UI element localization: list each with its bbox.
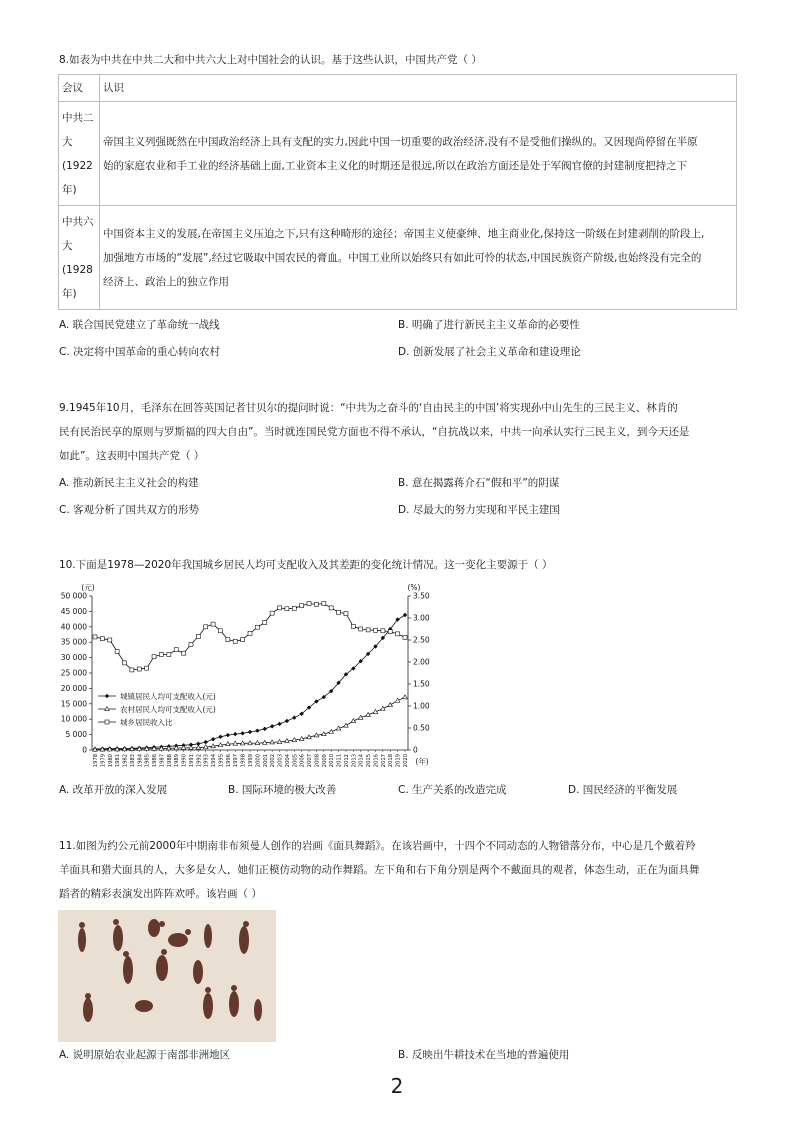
x-tick-label: 2003	[277, 754, 284, 768]
q11-stem	[59, 834, 739, 906]
y-tick-label-left: 5 000	[65, 730, 87, 740]
data-point-ratio	[204, 625, 208, 629]
data-point-ratio	[167, 653, 171, 657]
data-point-ratio	[241, 638, 245, 642]
stem-line: 如此”。这表明中国共产党（ ）	[59, 450, 205, 462]
q11-option-b[interactable]: B. 反映出牛耕技术在当地的普遍使用	[398, 1049, 570, 1061]
q9-option-d[interactable]: D. 尽最大的努力实现和平民主建国	[398, 504, 560, 516]
meeting-line: (1928	[62, 263, 93, 276]
stem-line: 9.1945年10月，毛泽东在回答英国记者甘贝尔的提问时说：“中共为之奋斗的‘自由民主的中国’将实现孙中山先生的三民主义、林肯的	[59, 402, 678, 414]
y-tick-label-left: 50 000	[60, 591, 87, 601]
data-point-ratio	[314, 602, 318, 606]
data-point-rural	[144, 746, 149, 750]
table-cell-text	[100, 206, 737, 310]
q8-option-c[interactable]: C. 决定将中国革命的重心转向农村	[59, 346, 221, 358]
data-point-ratio	[351, 624, 355, 628]
stem-line: 民有民治民享的原则与罗斯福的四大自由”。当时就连国民党方面也不得不承认，“自抗战以来，中共一向承认实行三民主义，到今天还是	[59, 426, 690, 438]
data-point-ratio	[278, 606, 282, 610]
data-point-urban	[277, 722, 281, 726]
data-point-urban	[204, 740, 208, 744]
data-point-ratio	[344, 612, 348, 616]
table-cell-meeting	[59, 206, 100, 310]
data-point-ratio	[174, 648, 178, 652]
data-point-ratio	[292, 606, 296, 610]
legend-marker-urban	[105, 694, 109, 698]
meeting-line: 中共六	[62, 215, 94, 228]
data-point-ratio	[115, 649, 119, 653]
q9-option-b[interactable]: B. 意在揭露蒋介石“假和平”的阴谋	[398, 477, 560, 489]
x-tick-label: 1991	[188, 754, 195, 768]
q8-option-b[interactable]: B. 明确了进行新民主主义革命的必要性	[398, 319, 580, 331]
y-tick-label-left: 20 000	[60, 683, 87, 693]
y-tick-label-left: 15 000	[60, 699, 87, 709]
data-point-ratio	[388, 630, 392, 634]
data-point-urban	[292, 715, 296, 719]
y-tick-label-left: 25 000	[60, 668, 87, 678]
q8-option-d[interactable]: D. 创新发展了社会主义革命和建设理论	[398, 346, 581, 358]
x-tick-label: 1999	[248, 754, 254, 768]
data-point-ratio	[322, 601, 326, 605]
x-tick-label: 1986	[152, 754, 159, 768]
x-tick-label: 1996	[225, 754, 232, 768]
meeting-line: 大	[62, 239, 73, 252]
x-tick-label: 2018	[388, 754, 395, 768]
x-tick-label: 1980	[107, 754, 114, 768]
x-tick-label: 2017	[380, 754, 387, 768]
x-tick-label: 1988	[166, 754, 173, 768]
data-point-ratio	[100, 637, 104, 641]
q10-option-a[interactable]: A. 改革开放的深入发展	[59, 784, 168, 796]
y-tick-label-right: 3.50	[413, 591, 430, 601]
data-point-rural	[388, 703, 393, 707]
x-tick-label: 1978	[93, 754, 99, 768]
legend-label: 城镇居民人均可支配收入(元)	[120, 691, 216, 701]
data-point-urban	[240, 731, 244, 735]
y-tick-label-left: 35 000	[60, 637, 87, 647]
legend-label: 农村居民人均可支配收入(元)	[120, 704, 216, 714]
x-tick-label: 2011	[336, 754, 343, 768]
data-point-ratio	[145, 666, 149, 670]
table-cell-text	[100, 102, 737, 206]
data-point-ratio	[263, 620, 267, 624]
x-tick-label: 2012	[343, 754, 350, 768]
q9-option-c[interactable]: C. 客观分析了国共双方的形势	[59, 504, 200, 516]
right-unit-label: (%)	[407, 583, 421, 592]
table-header-row	[59, 75, 737, 102]
x-tick-label: 1995	[218, 754, 225, 768]
x-tick-label: 1985	[144, 754, 151, 768]
data-point-ratio	[159, 653, 163, 657]
table-header-content: 认识	[100, 75, 737, 102]
table-cell-meeting	[59, 102, 100, 206]
text-line: 始的家庭农业和手工业的经济基础上面,工业资本主义化的时期还是很远,所以在政治方面还是处于军阀官僚的封建制度把持之下	[103, 159, 688, 172]
y-tick-label-right: 3.00	[413, 613, 430, 623]
table-row	[59, 206, 737, 310]
x-tick-label: 2010	[329, 754, 336, 768]
x-tick-label: 1994	[211, 754, 218, 768]
y-tick-label-right: 1.50	[413, 679, 430, 689]
data-point-ratio	[270, 611, 274, 615]
x-tick-label: 2016	[373, 754, 380, 768]
data-point-ratio	[373, 628, 377, 632]
data-point-urban	[218, 735, 222, 739]
data-point-ratio	[108, 638, 112, 642]
q10-stem: 10.下面是1978—2020年我国城乡居民人均可支配收入及其差距的变化统计情况。这一变化主要源于（ ）	[59, 559, 553, 571]
x-tick-label: 1998	[240, 754, 247, 768]
data-point-urban	[270, 724, 274, 728]
x-tick-label: 2002	[270, 754, 277, 768]
rock-painting-figures	[58, 910, 276, 1042]
x-tick-label: 2007	[307, 754, 314, 768]
y-tick-label-right: 2.50	[413, 635, 430, 645]
y-tick-label-right: 1.00	[413, 701, 430, 711]
data-point-ratio	[152, 655, 156, 659]
x-tick-label: 2004	[284, 754, 291, 768]
data-point-ratio	[93, 635, 97, 639]
q9-option-a[interactable]: A. 推动新民主主义社会的构建	[59, 477, 199, 489]
data-point-ratio	[396, 632, 400, 636]
x-tick-label: 1982	[122, 754, 129, 768]
x-tick-label: 1987	[159, 754, 166, 768]
meeting-line: 年)	[62, 287, 77, 300]
data-point-ratio	[285, 607, 289, 611]
x-tick-label: 1997	[233, 754, 240, 768]
table-row	[59, 102, 737, 206]
x-tick-label: 2009	[321, 754, 328, 768]
stem-line: 羊面具和猎犬面具的人，大多是女人，她们正模仿动物的动作舞蹈。左下角和右下角分别是两个不戴面具的观者，体态生动，正在为面具舞	[59, 864, 700, 876]
y-tick-label-right: 2.00	[413, 657, 430, 667]
data-point-urban	[403, 613, 407, 617]
data-point-urban	[255, 728, 259, 732]
data-point-ratio	[300, 604, 304, 608]
data-point-ratio	[123, 661, 127, 665]
data-point-ratio	[307, 601, 311, 605]
q9-stem	[59, 396, 739, 468]
stem-line: 蹈者的精彩表演发出阵阵欢呼。该岩画（ ）	[59, 888, 262, 900]
text-line: 中国资本主义的发展,在帝国主义压迫之下,只有这种畸形的途径；帝国主义使豪绅、地主商业化,保持这一阶级在封建剥削的阶段上,	[103, 227, 705, 240]
page-number: 2	[390, 1074, 404, 1098]
text-line: 帝国主义列强既然在中国政治经济上具有支配的实力,因此中国一切重要的政治经济,没有不是受他们操纵的。又因现尚停留在半原	[103, 135, 698, 148]
data-point-urban	[263, 727, 267, 731]
legend-label: 城乡居民收入比	[120, 717, 173, 727]
data-point-ratio	[218, 629, 222, 633]
data-point-ratio	[130, 668, 134, 672]
x-tick-label: 2001	[262, 754, 269, 768]
data-point-ratio	[381, 629, 385, 633]
q8-option-a[interactable]: A. 联合国民党建立了革命统一战线	[59, 319, 220, 331]
data-point-ratio	[403, 635, 407, 639]
y-tick-label-right: 0	[413, 745, 418, 755]
q10-option-c[interactable]: C. 生产关系的改造完成	[398, 784, 507, 796]
y-tick-label-left: 30 000	[60, 653, 87, 663]
data-point-ratio	[366, 628, 370, 632]
y-tick-label-left: 0	[82, 745, 87, 755]
data-point-ratio	[248, 631, 252, 635]
y-tick-label-right: 0.50	[413, 723, 430, 733]
q10-option-d[interactable]: D. 国民经济的平衡发展	[568, 784, 678, 796]
data-point-urban	[233, 732, 237, 736]
data-point-ratio	[182, 651, 186, 655]
x-tick-label: 1984	[137, 754, 144, 768]
data-point-urban	[285, 719, 289, 723]
x-tick-label: 2019	[395, 754, 402, 768]
x-tick-label: 1990	[181, 754, 188, 768]
y-tick-label-left: 40 000	[60, 622, 87, 632]
data-point-ratio	[233, 639, 237, 643]
meeting-line: 中共二	[62, 111, 94, 124]
text-line: 经济上、政治上的独立作用	[103, 275, 229, 288]
y-tick-label-left: 45 000	[60, 606, 87, 616]
x-tick-label: 2013	[351, 754, 358, 768]
series-line	[95, 604, 405, 670]
q10-option-b[interactable]: B. 国际环境的极大改善	[228, 784, 337, 796]
data-point-urban	[248, 730, 252, 734]
x-tick-label: 1993	[203, 754, 210, 768]
data-point-ratio	[255, 625, 259, 629]
text-line: 加强地方市场的“发展”,经过它吸取中国农民的膏血。中国工业所以始终只有如此可怜的状态,中国民族资产阶级,也始终没有完全的	[103, 251, 702, 264]
data-point-rural	[344, 723, 349, 727]
data-point-ratio	[329, 606, 333, 610]
x-unit-label: (年)	[415, 757, 429, 766]
meeting-line: 年)	[62, 183, 77, 196]
meeting-line: (1922	[62, 159, 93, 172]
x-tick-label: 1983	[129, 754, 136, 768]
x-tick-label: 2008	[314, 754, 321, 768]
x-tick-label: 2020	[403, 754, 409, 768]
y-tick-label-left: 10 000	[60, 714, 87, 724]
data-point-ratio	[226, 638, 230, 642]
data-point-ratio	[359, 627, 363, 631]
data-point-urban	[211, 737, 215, 741]
x-tick-label: 1979	[100, 754, 107, 768]
table-header-meeting: 会议	[59, 75, 100, 102]
data-point-ratio	[196, 634, 200, 638]
q11-option-a[interactable]: A. 说明原始农业起源于南部非洲地区	[59, 1049, 231, 1061]
data-point-rural	[403, 695, 408, 699]
rock-painting-image	[58, 910, 276, 1042]
meeting-line: 大	[62, 135, 73, 148]
data-point-ratio	[137, 667, 141, 671]
legend-marker-ratio	[105, 720, 109, 724]
legend-marker-rural	[105, 707, 110, 711]
data-point-ratio	[337, 610, 341, 614]
x-tick-label: 2015	[366, 754, 373, 768]
x-tick-label: 1981	[115, 754, 122, 768]
x-tick-label: 1989	[174, 754, 181, 768]
q8-stem: 8.如表为中共在中共二大和中共六大上对中国社会的认识。基于这些认识，中国共产党（ ）	[59, 54, 482, 66]
income-chart	[58, 580, 438, 780]
data-point-ratio	[211, 622, 215, 626]
x-tick-label: 2000	[255, 754, 262, 768]
data-point-ratio	[189, 642, 193, 646]
x-tick-label: 2005	[292, 754, 299, 768]
x-tick-label: 2006	[299, 754, 306, 768]
q8-table	[58, 74, 737, 310]
x-tick-label: 1992	[196, 754, 203, 768]
stem-line: 11.如图为约公元前2000年中期南非布须曼人创作的岩画《面具舞蹈》。在该岩画中，十四个不同动态的人物错落分布，中心是几个戴着羚	[59, 840, 696, 852]
left-unit-label: (元)	[81, 583, 95, 592]
data-point-urban	[226, 733, 230, 737]
x-tick-label: 2014	[358, 754, 365, 768]
